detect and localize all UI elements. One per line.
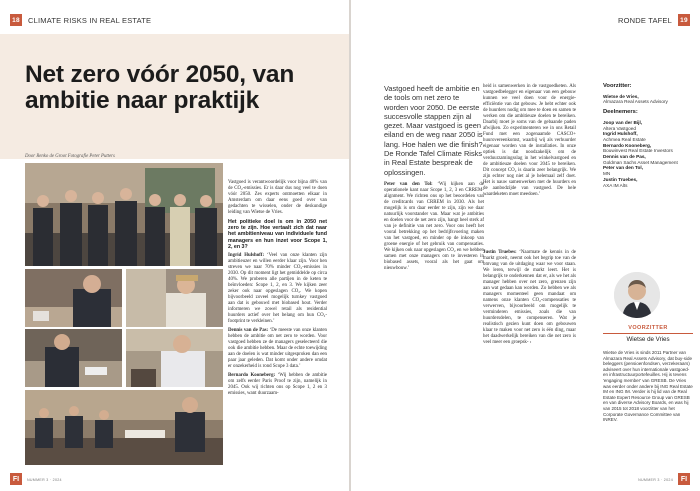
magazine-logo: FI	[678, 473, 690, 485]
moderator-org: Almazara Real Assets Advisory	[603, 99, 668, 105]
moderator-portrait	[614, 272, 660, 318]
right-page-header	[618, 14, 690, 26]
answer-text: ‘De meeste van onze klanten hebben de ambitie om net zero te worden. Voor vastgoed hebben ze de managers geselecteerd die ook die ambitie hebben. Maar de echte toewijding aan de doelen is wat minder uitgesproken dan een paar jaar geleden. Dat komt onder andere omdat er onzekerheid is rond Scope 3 data.’	[228, 328, 327, 370]
meeting-photo	[25, 390, 223, 465]
participant-photo	[25, 269, 122, 327]
article-column	[483, 84, 576, 201]
article-column	[483, 250, 576, 349]
participant-name: Bernardo Kooneberg,	[603, 142, 652, 148]
participants-sidebar	[603, 84, 693, 188]
answer-text: ‘Veel van onze klanten zijn ambitieuzer en willen eerder klaar zijn. Voor hen streven we naar 70% minder CO₂-emissies in 2030. Op dit moment ligt het gemiddelde op circa 40%. We proberen alle partijen in de keten te beïnvloeden: Scope 1, 2, en 3. We kijken zeer zeker ook naar opgeslagen CO₂. We kopen bijvoorbeeld zoveel mogelijk turnkey vastgoed aan dat is gebouwd met biobased hout. Verder informeren we zowel retail als residential huurders actief over het belang om hun CO₂-footprint te verkleinen.’	[228, 253, 327, 325]
participant-photo	[126, 329, 223, 387]
section-label: RONDE TAFEL	[617, 15, 672, 25]
participant-entry	[603, 120, 693, 131]
participant-entry	[603, 143, 693, 154]
participant-org: Achmea Real Estate	[603, 136, 646, 142]
answer-text: ‘Wij kijken aan de operationele kant naar Scope 1, 2, 3 en CRREM-alignment. We richten ons op het beoordelen van de creditcards van CRREM in 2030. Als het mogelijk is om daar eerder te zijn, zijn we daar natuurlijk voorstander van. Maar wat je ambities en doelen voor de net zero zijn, hangt heel sterk af van je definitie van net zero. Voor ons heeft het vooral betrekking op het bedrijfsvoering maken van het vastgoed, en minder op de inkoop van groene energie of het gebruik van compensaties. We kijken ook naar opgeslagen CO₂ en we hebben samen met onze managers om te investeren in biobased assets, vooral als het gaat om nieuwbouw.’	[384, 182, 484, 271]
speaker-name: Dennis van de Pas:	[228, 328, 269, 334]
magazine-logo: FI	[10, 473, 22, 485]
participant-photo	[126, 269, 223, 327]
issue-footer: NUMMER 3 · 2024	[638, 478, 673, 482]
participant-name: Dennis van de Pas,	[603, 154, 646, 160]
speaker-name: Justin Truebes:	[483, 250, 517, 255]
byline: Door Renko de Groot Fotografie Peter Putters	[25, 154, 115, 159]
left-page	[0, 0, 349, 491]
intro-paragraph: Vastgoed is verantwoordelijk voor bijna 40% van de CO₂-emissies. Er is daar dus nog veel te doen vóór 2050. Zes experts ontmoetten elkaar in Amsterdam om daar eens goed over van gedachten te wisselen, onder de deskundige leiding van Wietse de Vries.	[228, 180, 327, 215]
answer-paragraph	[228, 328, 327, 370]
participant-org: Bouwinvest Real Estate Investors	[603, 148, 673, 154]
article-title: Net zero vóór 2050, van ambitie naar praktijk	[25, 61, 295, 114]
article-column	[384, 182, 484, 275]
participant-org: Altera Vastgoed	[603, 125, 637, 131]
answer-paragraph	[483, 250, 576, 346]
intro-lead: Vastgoed heeft de ambitie en de tools om net zero te worden voor 2050. De eerste succesvolle stappen zijn al gezet. Maar vastgoed is geen eiland en de weg naar 2050 is lang. Hoe halen we die finish? De Ronde Tafel Climate Risks in Real Estate bespreak de oplossingen.	[384, 84, 483, 177]
question: Het politieke doel is om in 2050 net zero te zijn. Hoe vertaalt zich dat naar het ambitieniveau van individuele fund managers en hun inzet voor Scope 1, 2, en 3?	[228, 219, 327, 250]
participant-org: AXA IM Alts	[603, 182, 628, 188]
participant-entry	[603, 177, 693, 188]
participant-org: Goldman Sachs Asset Management	[603, 159, 678, 165]
chair-bio: Wietse de Vries is sinds 2011 Partner van Almazara Real Assets Advisory, dat buy-side beleggers (pensioenfondsen, verzekeraars) adviseert over hun internationale vastgoed- en infrastructuurportefeuilles. Hij is tevens 'engaging member' van GRESB. De Vries was eerder onder andere bij ING Real Estate IM en ING IM. Verder is hij lid van de Real Estate Expert Resource Group van GRESB en van diverse Advisory Boards, en was hij van 2015 tot 2018 voorzitter van het Corporate Governance Committee van INREV.	[603, 350, 693, 423]
chair-label: VOORZITTER	[603, 325, 693, 334]
participant-name: Ingrid Hulshoff,	[603, 131, 638, 137]
group-photo	[25, 163, 223, 266]
speaker-name: Peter van den Tol:	[384, 182, 433, 187]
answer-text: ‘Wij hebben de ambitie om zelfs eerder Paris Proof te zijn, namelijk in 2045. Ook wij richten ons op Scope 1, 2 en 3 emissies, want duurzaam-	[228, 373, 327, 397]
moderator-block	[603, 84, 693, 105]
participant-entry	[603, 131, 693, 142]
right-page	[351, 0, 700, 491]
answer-text: ‘Naarmate de kennis in de markt groeit, neemt ook het begrip toe van de omvang van de uitdaging waar we voor staan. We leren, terwijl de markt leert. Het is belangrijk te onderkennen dat er, als we het als manager hebben over net zero, grenzen zijn aan wat gedaan kan worden. Zo hebben we als managers momenteel geen mandaat om namens onze klanten CO₂-compensaties te verwerven, bijvoorbeeld om mogelijk te verminderen emissies, zoals die van huurdersdelen, te compenseren. Wat je realistisch gezien kunt doen om gebouwen klaar te maken voor net zero is één ding, maar het daadwerkelijk bereiken van die net zero is veel meer een groepsk- ›	[483, 250, 576, 345]
moderator-name: Wietse de Vries,	[603, 93, 639, 99]
section-label: CLIMATE RISKS IN REAL ESTATE	[28, 15, 152, 25]
answer-paragraph	[384, 182, 484, 272]
participant-name: Justin Truebes,	[603, 176, 638, 182]
page-number: 18	[10, 14, 22, 26]
participant-name: Joop van der Bijl,	[603, 119, 643, 125]
moderator-heading: Voorzitter:	[603, 83, 632, 89]
left-page-header	[10, 14, 151, 26]
speaker-name: Bernardo Kooneberg:	[228, 373, 276, 379]
participant-entry	[603, 154, 693, 165]
participant-entry	[603, 165, 693, 176]
chair-name: Wietse de Vries	[626, 336, 670, 343]
participant-org: MN	[603, 171, 611, 177]
speaker-name: Ingrid Hulshoff:	[228, 253, 265, 259]
participant-name: Peter van den Tol,	[603, 165, 644, 171]
answer-paragraph	[228, 253, 327, 325]
issue-footer: NUMMER 3 · 2024	[27, 478, 62, 482]
body-paragraph: heid is samenwerken in de vastgoedketen. Als vastgoedbelegger en eigenaar van een gebouw kunnen we veel doen voor de energie-efficiëntie van dat gebouw. Je hebt echter ook de huurders nodig om mee te doen en samen te werken om die ambitieuze doelen te bereiken. Daarbij moet je soms van de gebaande paden afwijken. Zo experimenteren we in ons Retail Fund met een zogenaamde CASCO+ huurovereenkomst, waarbij wij als verhuurder eigenaar worden van de installaties. In onze optiek is dat noodzakelijk om de verduurzamingsslag in het winkelvastgoed en de ambitieuze doelen voor 2045 te bereiken. Dit concept CO₂ is daarin zeer belangrijk. We zijn echter nog niet al je helemaal zelf doet. Het is nauw samenwerken met de huurders en de aanbodzijde van vastgoed. De hele waardeketen moet meedoen.’	[483, 84, 576, 197]
answer-paragraph	[228, 373, 327, 397]
participant-photo	[25, 329, 122, 387]
page-number: 19	[678, 14, 690, 26]
participants-heading: Deelnemers:	[603, 109, 638, 116]
article-column	[228, 180, 327, 400]
